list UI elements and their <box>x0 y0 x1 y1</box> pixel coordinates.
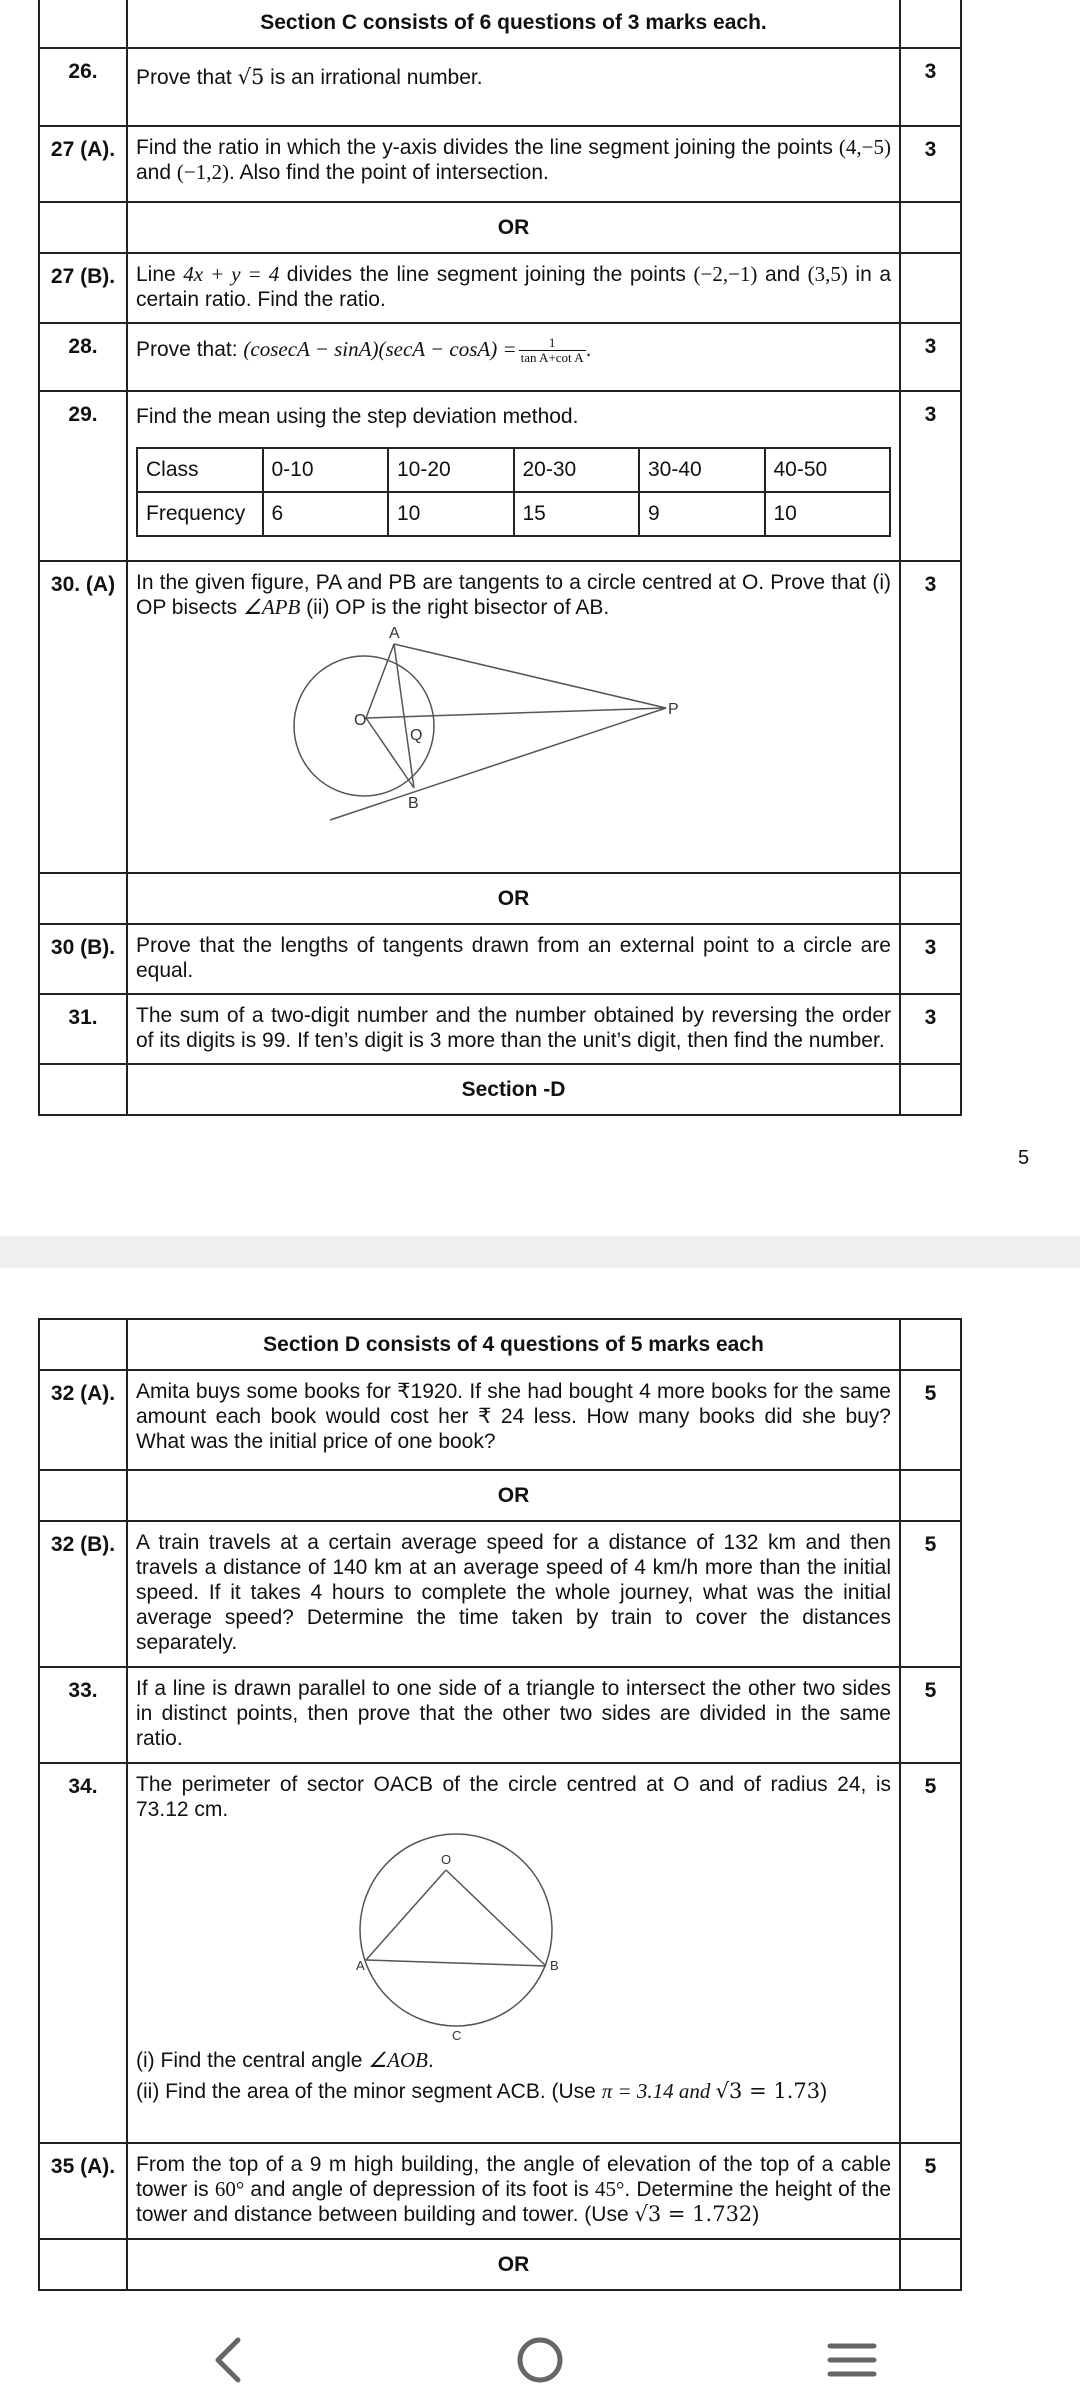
table-row <box>39 0 961 48</box>
marks: 3 <box>900 391 961 561</box>
label-a: A <box>389 626 400 642</box>
question-32b <box>39 1521 961 1667</box>
question-text: Find the ratio in which the y-axis divides the line segment joining the points (4,−5) and (−1,2). Also find the point of intersection. <box>127 126 900 202</box>
table-row <box>137 448 890 492</box>
question-number: 34. <box>39 1763 127 2143</box>
question-number: 30. (A) <box>39 561 127 873</box>
table-cell: 40-50 <box>765 448 891 492</box>
marks: 5 <box>900 1763 961 2143</box>
question-text: The sum of a two-digit number and the number obtained by reversing the order of its digits is 99. If ten’s digit is 3 more than the unit’s digit, then find the number. <box>127 994 900 1064</box>
question-number: 27 (A). <box>39 126 127 202</box>
section-d-title: Section -D <box>127 1064 900 1115</box>
question-number: 31. <box>39 994 127 1064</box>
marks: 3 <box>900 323 961 391</box>
question-number: 32 (A). <box>39 1370 127 1470</box>
section-c-header: Section C consists of 6 questions of 3 marks each. <box>127 0 900 48</box>
label-a: A <box>356 1958 365 1973</box>
or-label: OR <box>127 1470 900 1521</box>
marks: 3 <box>900 48 961 126</box>
home-button[interactable] <box>500 2320 580 2400</box>
question-number: 28. <box>39 323 127 391</box>
system-nav-bar <box>0 2320 1080 2400</box>
label-b: B <box>408 795 419 812</box>
question-31 <box>39 994 961 1064</box>
question-27a <box>39 126 961 202</box>
question-number: 32 (B). <box>39 1521 127 1667</box>
question-number: 29. <box>39 391 127 561</box>
or-label: OR <box>127 873 900 924</box>
home-circle-icon <box>500 2320 580 2400</box>
question-32a <box>39 1370 961 1470</box>
part-ii: (ii) Find the area of the minor segment ACB. (Use π = 3.14 and √3 = 1.73) <box>136 2079 828 2103</box>
table-cell: Class <box>137 448 263 492</box>
marks: 3 <box>900 924 961 994</box>
or-row <box>39 873 961 924</box>
label-p: P <box>668 701 679 718</box>
chevron-left-icon <box>188 2320 268 2400</box>
question-text: From the top of a 9 m high building, the angle of elevation of the top of a cable tower is 60° and angle of depression of its foot is 45°. Determine the height of the tower and distance between building and tower. (Use √3 = 1.732) <box>127 2143 900 2239</box>
question-text: Prove that the lengths of tangents drawn from an external point to a circle are equal. <box>127 924 900 994</box>
tangent-circle-figure <box>286 626 706 826</box>
question-28 <box>39 323 961 391</box>
question-text: Line 4x + y = 4 divides the line segment joining the points (−2,−1) and (3,5) in a certain ratio. Find the ratio. <box>127 253 900 323</box>
question-34 <box>39 1763 961 2143</box>
table-cell: 15 <box>514 492 640 536</box>
label-o: O <box>354 712 367 729</box>
menu-lines-icon <box>812 2320 892 2400</box>
page-number: 5 <box>1018 1147 1030 1169</box>
question-text: Prove that: (cosecA − sinA)(secA − cosA) = $\frac{1}{\text{tan A+cot A}}$ . <box>127 323 900 391</box>
label-c: C <box>452 2028 462 2040</box>
question-text: If a line is drawn parallel to one side of a triangle to intersect the other two sides in distinct points, then prove that the other two sides are divided in the same ratio. <box>127 1667 900 1763</box>
or-row <box>39 1470 961 1521</box>
marks: 5 <box>900 1370 961 1470</box>
exam-page-6 <box>0 1268 1080 2320</box>
marks: 3 <box>900 994 961 1064</box>
marks: 5 <box>900 1667 961 1763</box>
table-row <box>39 1319 961 1370</box>
question-29 <box>39 391 961 561</box>
question-26 <box>39 48 961 126</box>
section-d-header: Section D consists of 4 questions of 5 marks each <box>127 1319 900 1370</box>
question-text: The perimeter of sector OACB of the circle centred at O and of radius 24, is 73.12 cm. O A B C (i) Find the central angle ∠AOB. (ii) Find the area of the minor segment ACB. (Use π = 3.14 and √3 = 1.73) <box>127 1763 900 2143</box>
question-30a <box>39 561 961 873</box>
question-30b <box>39 924 961 994</box>
table-row <box>39 1064 961 1115</box>
label-b: B <box>550 1958 559 1973</box>
marks: 3 <box>900 126 961 202</box>
marks: 5 <box>900 2143 961 2239</box>
or-label: OR <box>127 2239 900 2290</box>
question-33 <box>39 1667 961 1763</box>
marks: 3 <box>900 561 961 873</box>
sector-circle-figure <box>356 1830 576 2040</box>
table-cell: 9 <box>639 492 765 536</box>
question-27b <box>39 253 961 323</box>
question-35a <box>39 2143 961 2239</box>
table-cell: 10 <box>388 492 514 536</box>
table-cell: 6 <box>263 492 389 536</box>
page-separator <box>0 1236 1080 1268</box>
question-number: 30 (B). <box>39 924 127 994</box>
question-text: A train travels at a certain average speed for a distance of 132 km and then travels a distance of 140 km at an average speed of 4 km/h more than the initial speed. If it takes 4 hours to complete the whole journey, what was the initial average speed? Determine the time taken by train to cover the distances separately. <box>127 1521 900 1667</box>
table-cell: 30-40 <box>639 448 765 492</box>
part-i: (i) Find the central angle ∠AOB. <box>136 2048 434 2072</box>
recent-apps-button[interactable] <box>812 2320 892 2400</box>
table-cell: 20-30 <box>514 448 640 492</box>
back-button[interactable] <box>188 2320 268 2400</box>
or-label: OR <box>127 202 900 253</box>
frequency-table <box>136 447 891 537</box>
question-text: Find the mean using the step deviation method. Class 0-10 10-20 20-30 30-40 40-50 Frequency 6 10 15 9 10 <box>127 391 900 561</box>
label-q: Q <box>410 727 423 744</box>
section-d-table <box>38 1318 962 2291</box>
question-number: 27 (B). <box>39 253 127 323</box>
table-cell: 10 <box>765 492 891 536</box>
question-text: Amita buys some books for ₹1920. If she had bought 4 more books for the same amount each book would cost her ₹ 24 less. How many books did she buy? What was the initial price of one book? <box>127 1370 900 1470</box>
question-number: 33. <box>39 1667 127 1763</box>
question-number: 35 (A). <box>39 2143 127 2239</box>
label-o: O <box>441 1852 452 1867</box>
table-cell: 0-10 <box>263 448 389 492</box>
fraction: $\frac{1}{\text{tan A+cot A}}$ <box>520 335 584 365</box>
table-cell: Frequency <box>137 492 263 536</box>
or-row <box>39 202 961 253</box>
marks: 5 <box>900 1521 961 1667</box>
section-c-table <box>38 0 962 1116</box>
question-text: In the given figure, PA and PB are tangents to a circle centred at O. Prove that (i) OP bisects ∠APB (ii) OP is the right bisector of AB. A O Q P B <box>127 561 900 873</box>
table-cell: 10-20 <box>388 448 514 492</box>
or-row <box>39 2239 961 2290</box>
question-number: 26. <box>39 48 127 126</box>
question-text: Prove that √5 is an irrational number. <box>127 48 900 126</box>
table-row <box>137 492 890 536</box>
